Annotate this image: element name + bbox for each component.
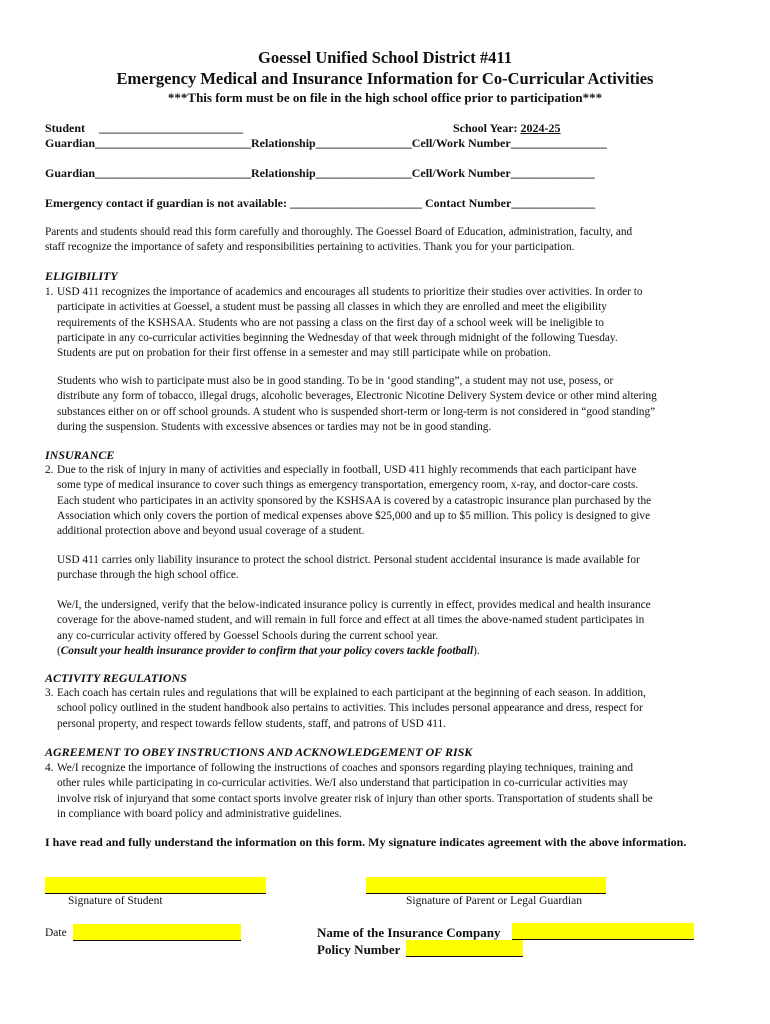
consult-note: (Consult your health insurance provider to confirm that your policy covers tackle football). [57, 644, 480, 657]
eligibility-number: 1. [45, 286, 54, 298]
policy-number-label: Policy Number [317, 942, 401, 957]
school-year-label: School Year: [453, 121, 518, 135]
liability-paragraph: USD 411 carries only liability insurance to protect the school district. Personal student accidental insurance is made available for purchase through the high school office. [57, 554, 640, 582]
agreement-number: 4. [45, 762, 54, 774]
activity-number: 3. [45, 687, 54, 699]
insurance-number: 2. [45, 464, 54, 476]
insurance-company-field[interactable] [512, 923, 694, 940]
school-year [453, 121, 561, 136]
agreement-statement: I have read and fully understand the information on this form. My signature indicates agreement with the above information. [45, 835, 687, 849]
student-blank[interactable]: ________________________ [99, 121, 244, 135]
student-signature-label: Signature of Student [68, 895, 163, 907]
emergency-contact-fields[interactable]: Emergency contact if guardian is not available: ______________________ Contact Number______________ [45, 196, 596, 210]
parent-signature-label: Signature of Parent or Legal Guardian [406, 895, 582, 907]
activity-heading: ACTIVITY REGULATIONS [45, 671, 187, 685]
guardian-2-fields[interactable]: Guardian__________________________Relationship________________Cell/Work Number______________ [45, 166, 595, 180]
form-title: Emergency Medical and Insurance Information for Co-Curricular Activities [116, 69, 654, 88]
form-notice: ***This form must be on file in the high school office prior to participation*** [167, 90, 603, 105]
date-label: Date [45, 927, 67, 939]
date-field[interactable] [73, 924, 241, 941]
insurance-company-label: Name of the Insurance Company [317, 925, 501, 940]
verification-paragraph: We/I, the undersigned, verify that the below-indicated insurance policy is currently in effect, provides medical and health insurance coverage for the above-named student, and will remain in full force and effect at all times the above-named student participates in any co-curricular activity offered by Goessel Schools during the current school year. (Consult your health insurance provider to confirm that your policy covers tackle football). [57, 598, 737, 659]
district-title: Goessel Unified School District #411 [258, 48, 512, 67]
agreement-heading: AGREEMENT TO OBEY INSTRUCTIONS AND ACKNOWLEDGEMENT OF RISK [45, 745, 473, 759]
student-label: Student [45, 121, 86, 135]
guardian-1-fields[interactable]: Guardian__________________________Relationship________________Cell/Work Number________________ [45, 136, 607, 150]
student-field[interactable] [45, 121, 243, 136]
eligibility-heading: ELIGIBILITY [45, 269, 118, 283]
parent-signature-line[interactable] [366, 877, 606, 894]
good-standing-paragraph: Students who wish to participate must also be in good standing. To be in ‘good standing”, a student may not use, posess, or distribute any form of tobacco, illegal drugs, alcoholic beverages, Electronic Nicotine Delivery System device or other mind altering substances either on or off school grounds. A student who is suspended short-term or long-term is not considered in “good standing” during the suspension. Students with excessive absences or tardies may not be in good standing. [57, 375, 657, 433]
form-page: Goessel Unified School District #411 Emergency Medical and Insurance Information for Co-Curricular Activities ***This form must be on file in the high school office prior to participation*** Student ________________________ School Year: 2024-25 Guardian__________________________Relationship________________Cell/Work Number________________ Guardian__________________________Relationship________________Cell/Work Number______________ Emergency contact if guardian is not available: ______________________ Contact Number______________ Parents and students should read this form carefully and thoroughly. The Goessel Board of Education, administration, faculty, and staff recognize the importance of safety and responsibilities pertaining to activities. Thank you for your participation. ELIGIBILITY 1. USD 411 recognizes the importance of academics and encourages all students to prioritize their studies over activities. In order to participate in activities at Goessel, a student must be passing all classes in which they are enrolled and meet the eligibility requirements of the KSHSAA. Students who are not passing a class on the first day of a school week will be ineligible to participate in any co-curricular activities beginning the Wednesday of that week through midnight of the following Tuesday. Students are put on probation for their first offense in a semester and may still participate while on probation. Students who wish to participate must also be in good standing. To be in ‘good standing”, a student may not use, posess, or distribute any form of tobacco, illegal drugs, alcoholic beverages, Electronic Nicotine Delivery System device or other mind altering substances either on or off school grounds. A student who is suspended short-term or long-term is not considered in “good standing” during the suspension. Students with excessive absences or tardies may not be in good standing. INSURANCE 2. Due to the risk of injury in many of activities and especially in football, USD 411 highly recommends that each participant have some type of medical insurance to cover such things as emergency transportation, emergency room, x-ray, and doctor-care costs. Each student who participates in an activity sponsored by the KSHSAA is covered by a catastropic insurance plan purchased by the Association which only covers the portion of medical expenses above $25,000 and up to $5 million. This policy is designed to give additional protection above and beyond usual coverage of a student. USD 411 carries only liability insurance to protect the school district. Personal student accidental insurance is made available for purchase through the high school office. We/I, the undersigned, verify that the below-indicated insurance policy is currently in effect, provides medical and health insurance coverage for the above-named student, and will remain in full force and effect at all times the above-named student participates in any co-curricular activity offered by Goessel Schools during the current school year. (Consult your health insurance provider to confirm that your policy covers tackle football). ACTIVITY REGULATIONS 3. Each coach has certain rules and regulations that will be explained to each participant at the beginning of each season. In addition, school policy outlined in the student handbook also pertains to activities. This includes personal appearance and dress, respect for personal property, and respect towards fellow students, staff, and patrons of USD 411. AGREEMENT TO OBEY INSTRUCTIONS AND ACKNOWLEDGEMENT OF RISK 4. We/I recognize the importance of following the instructions of coaches and sponsors regarding playing techniques, training and other rules while participating in co-curricular activities. We/I also understand that participation in co-curricular activities may involve risk of injuryand that some contact sports involve greater risk of injury than other sports. Transportation of students shall be in compliance with board policy and administrative guidelines. I have read and fully understand the information on this form. My signature indicates agreement with the above information. Signature of Student Signature of Parent or Legal Guardian Date Name of the Insurance Company Policy Number [0, 0, 770, 1024]
student-signature-line[interactable] [45, 877, 266, 894]
policy-number-field[interactable] [406, 940, 523, 957]
insurance-heading: INSURANCE [45, 448, 115, 462]
intro-paragraph: Parents and students should read this form carefully and thoroughly. The Goessel Board of Education, administration, faculty, and staff recognize the importance of safety and responsibilities pertaining to activities. Thank you for your participation. [45, 226, 633, 254]
school-year-value: 2024-25 [520, 121, 561, 135]
